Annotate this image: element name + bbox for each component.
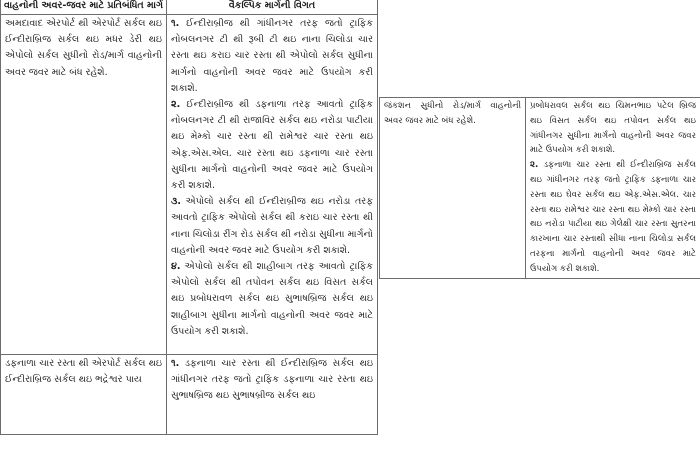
- alternative-item: [171, 194, 373, 259]
- restricted-route-cell: અમદાવાદ એરપોર્ટ થી એરપોર્ટ સર્કલ થઇ ઈન્દીરાબ્રિજ સર્કલ થઇ મધર ડેરી થઇ એપોલો સર્કલ સુધીનો રોડ/માર્ગ વાહનોની અવર જવર માટે બંધ રહેશે.: [1, 15, 167, 355]
- item-number: ૧.: [171, 358, 180, 369]
- item-text: ઈન્દીરાબ્રીજ થી ગાંધીનગર તરફ જતો ટ્રાફિક નોબલનગર ટી થી રૂબી ટી થઇ નાના ચિલોડા ચાર રસ્તા થઇ કરાઇ ચાર રસ્તા થી એપોલો સર્કલ સુધીના માર્ગનો વાહનોની અવર જવર માટે ઉપયોગ કરી શકાશે.: [171, 18, 373, 94]
- item-number: ૩.: [171, 196, 181, 208]
- table-header-row: [1, 0, 378, 15]
- item-text: એપોલો સર્કલ થી શાહીબાગ તરફ આવતો ટ્રાફિક એપોલો સર્કલ થી તપોવન સર્કલ થઇ વિસત સર્કલ થઇ પ્રબોધરાવળ સર્કલ થઇ સુભાષબ્રિજ સર્કલ થઇ શાહીબાગ સુધીના માર્ગનો વાહનોની અવર જવર માટે ઉપયોગ કરી શકાશે.: [171, 261, 373, 337]
- alternative-item: [171, 97, 373, 194]
- alternative-route-cell: [167, 15, 378, 355]
- table-row: [1, 355, 378, 435]
- restricted-route-cell: ડફનાળા ચાર રસ્તા થી એરપોર્ટ સર્કલ થઇ ઈન્દીરાબ્રિજ સર્કલ થઇ ભદ્રેશ્વર પાય: [1, 355, 167, 435]
- item-text: પ્રબોધરાવલ સર્કલ થઇ ચિમનભાઇ પટેલ બ્રિજ થઇ વિસત સર્કલ થઇ તપોવન સર્કલ થઇ ગાંધીનગર સુધીના માર્ગનો વાહનોની અવર જવર માટે ઉપયોગ કરી શકાશે.: [530, 101, 696, 156]
- restricted-route-cell: જંકશન સુધીનો રોડ/માર્ગ વાહનોની અવર જવર માટે બંધ રહેશે.: [380, 98, 526, 279]
- table-row: [1, 15, 378, 355]
- alternative-item: [530, 99, 696, 158]
- item-number: ૪.: [171, 261, 181, 273]
- item-number: ૨.: [171, 99, 181, 111]
- item-text: ડફનાળા ચાર રસ્તા થી ઈન્દીરાબ્રિજ સર્કલ થઇ ગાંધીનગર તરફ જતો ટ્રાફિક ડફનાળા ચાર રસ્તા થઇ સુભાષબ્રિજ થઇ સુભાષબ્રીજ સર્કલ થઇ: [171, 358, 373, 402]
- item-number: ૨.: [530, 160, 539, 171]
- header-alternative-route: વૈકલ્પિક માર્ગની વિગત: [167, 0, 378, 15]
- item-text: એપોલો સર્કલ થી ઈન્દીરાબ્રીજ થઇ નરોડા તરફ આવતો ટ્રાફિક એપોલો સર્કલ થી કરાઇ ચાર રસ્તા થી નાના ચિલોડા રીંગ રોડ સર્કલ થી નરોડા સુધીના માર્ગનો વાહનોની અવર જવર માટે ઉપયોગ કરી શકાશે.: [171, 196, 373, 256]
- item-number: ૧.: [171, 18, 180, 29]
- header-restricted-route: વાહનોની અવર-જવર માટે પ્રતિબંધિત માર્ગ: [1, 0, 167, 15]
- alternative-route-cell: [526, 98, 700, 279]
- item-text: ઈન્દીરાબ્રીજ થી ડફનાળા તરફ આવતો ટ્રાફિક નોબલનગર ટી થી રાજાવિર સર્કલ થઇ નરોડા પાટીયા થઇ મેમ્કો ચાર રસ્તા થી રામેશ્વર ચાર રસ્તા થઇ એફ.એસ.એલ. ચાર રસ્તા થઇ ડફનાળા ચાર રસ્તા સુધીના માર્ગનો વાહનોની અવર જવર માટે ઉપયોગ કરી શકાશે.: [171, 99, 373, 192]
- alternative-item: [530, 158, 696, 276]
- alternative-item: [171, 16, 373, 97]
- table-row: [380, 98, 700, 279]
- alternative-route-cell: [167, 355, 378, 435]
- item-text: ડફનાળા ચાર રસ્તા થી ઈન્દીરાબ્રિજ સર્કલ થઇ ગાંધીનગર તરફ જતો ટ્રાફિક ડફનાળા ચાર રસ્તા થઇ ઘેવર સર્કલ થઇ એફ.એસ.એલ. ચાર રસ્તા થઇ રામેશ્વર ચાર રસ્તા થઇ મેમ્કો ચાર રસ્તા થઇ નરોડા પાટીયા થઇ ગેલેક્ષી ચાર રસ્તા સુતરના કારખાના ચાર રસ્તાથી સીધા નાના ચિલોડા સર્કલ તરફના માર્ગનો વાહનોની અવર જવર માટે ઉપયોગ કરી શકાશે.: [530, 160, 696, 274]
- alternative-item: [171, 356, 373, 405]
- alternative-item: [171, 259, 373, 340]
- continued-routes-table: [379, 97, 700, 279]
